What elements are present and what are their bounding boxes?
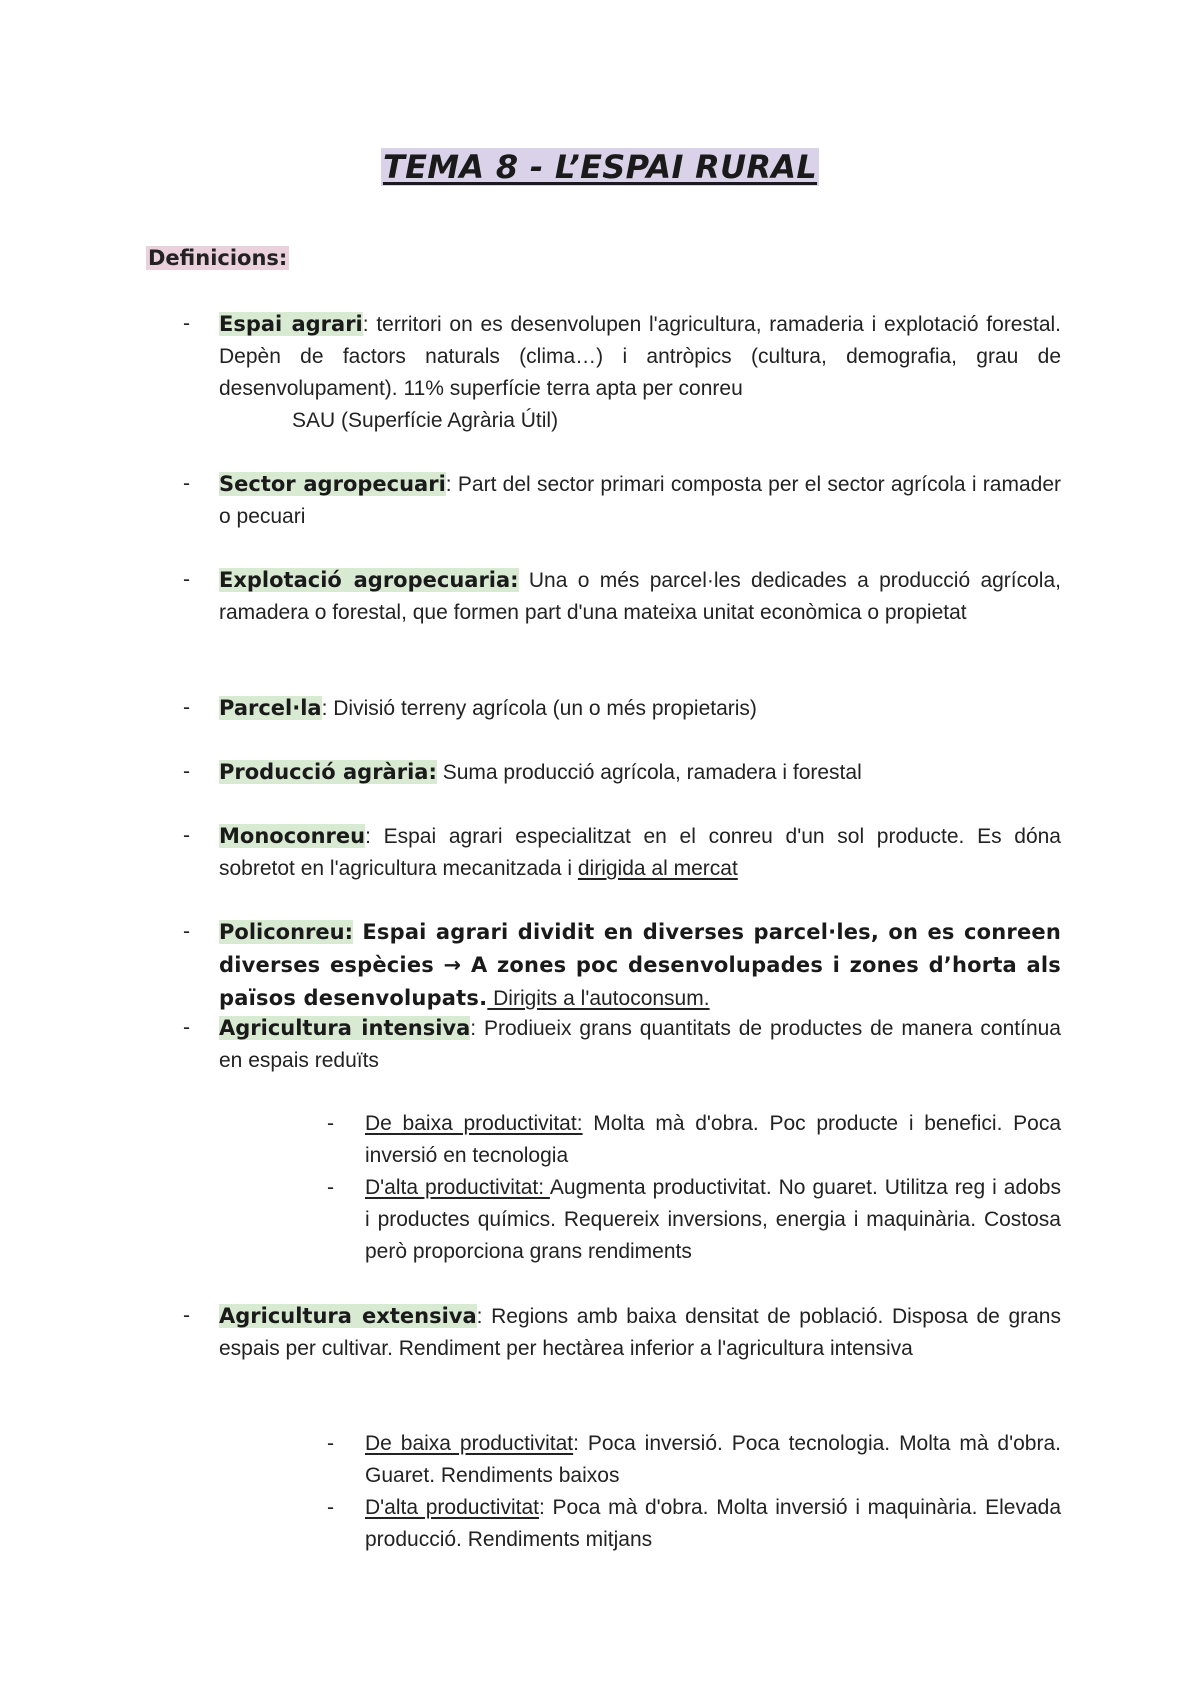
sub-item-label: De baixa productivitat [365,1432,574,1455]
definition-parcela [183,692,1061,725]
definition-produccio [183,756,1061,789]
sub-item-label: D'alta productivitat [365,1496,539,1519]
underlined-text: dirigida al mercat [577,857,738,880]
list-dash: - [183,760,190,783]
definition-policonreu [183,916,1061,1015]
term-label: Agricultura intensiva [219,1016,471,1040]
term-label: Agricultura extensiva [219,1304,477,1328]
list-dash: - [183,920,190,943]
list-dash: - [183,472,190,495]
sub-item-text: : Poca mà d'obra. Molta inversió i maquinària. Elevada producció. Rendiments mitjans [365,1496,1061,1551]
sub-item-label: De baixa productivitat: [365,1112,583,1135]
definition-text: : Regions amb baixa densitat de població. Disposa de grans espais per cultivar. Rendiment per hectàrea inferior a l'agricultura intensiva [219,1305,1061,1360]
definition-espai-agrari [183,308,1062,437]
term-label: Sector agropecuari [219,472,446,496]
list-dash: - [183,1304,190,1327]
term-label: Monoconreu [219,824,366,848]
list-dash: - [183,696,190,719]
list-dash: - [327,1176,334,1199]
term-label: Espai agrari [219,312,363,336]
list-dash: - [183,312,190,335]
sub-item-label: D'alta productivitat: [365,1176,550,1199]
list-dash: - [327,1112,334,1135]
term-label: Policonreu: [219,920,353,944]
list-dash: - [327,1496,334,1519]
definition-text: : Divisió terreny agrícola (un o més propietaris) [321,697,757,720]
definition-text: Una o més parcel·les dedicades a producció agrícola, ramadera o forestal, que formen part d'una mateixa unitat econòmica o propietat [219,569,1061,624]
sub-item-text: Augmenta productivitat. No guaret. Utilitza reg i adobs i productes químics. Requereix inversions, energia i maquinària. Costosa però proporciona grans rendiments [365,1176,1061,1263]
definition-text: : Espai agrari especialitzat en el conreu d'un sol producte. Es dóna sobretot en l'agricultura mecanitzada i [219,825,1061,880]
sub-item-intensiva-baixa [327,1108,1061,1172]
term-label: Explotació agropecuaria: [219,568,519,592]
term-label: Parcel·la [219,696,322,720]
sub-item-extensiva-alta [327,1492,1061,1556]
underlined-text: Dirigits a l'autoconsum. [487,987,710,1010]
definition-text: Espai agrari dividit en diverses parcel·les, on es conreen diverses espècies → A zones poc desenvolupades i zones d’horta als països desenvolupats. [219,920,1061,1010]
sub-item-intensiva-alta [327,1172,1061,1268]
page-title: TEMA 8 - L’ESPAI RURAL [382,148,818,186]
list-dash: - [183,1016,190,1039]
definition-explotacio [183,564,1061,629]
sub-item-text: Molta mà d'obra. Poc producte i benefici. Poca inversió en tecnologia [365,1112,1061,1167]
list-dash: - [327,1432,334,1455]
definition-text: : Prodiueix grans quantitats de productes de manera contínua en espais reduïts [219,1017,1061,1072]
definition-text: : territori on es desenvolupen l'agricultura, ramaderia i explotació forestal. Depèn de factors naturals (clima…) i antròpics (cultura, demografia, grau de desenvolupament). 11% superfície terra apta per conreu [219,313,1062,400]
section-heading: Definicions: [148,246,288,270]
definition-note: SAU (Superfície Agrària Útil) [292,409,559,432]
list-dash: - [183,568,190,591]
sub-item-extensiva-baixa [327,1428,1061,1492]
definition-extensiva [183,1300,1061,1365]
definition-intensiva [183,1012,1061,1077]
definition-monoconreu [183,820,1061,885]
list-dash: - [183,824,190,847]
definition-text: Suma producció agrícola, ramadera i forestal [436,761,862,784]
term-label: Producció agrària: [219,760,437,784]
sub-item-text: : Poca inversió. Poca tecnologia. Molta mà d'obra. Guaret. Rendiments baixos [365,1432,1061,1487]
definition-sector-agropecuari [183,468,1061,533]
definition-text: : Part del sector primari composta per el sector agrícola i ramader o pecuari [219,473,1061,528]
